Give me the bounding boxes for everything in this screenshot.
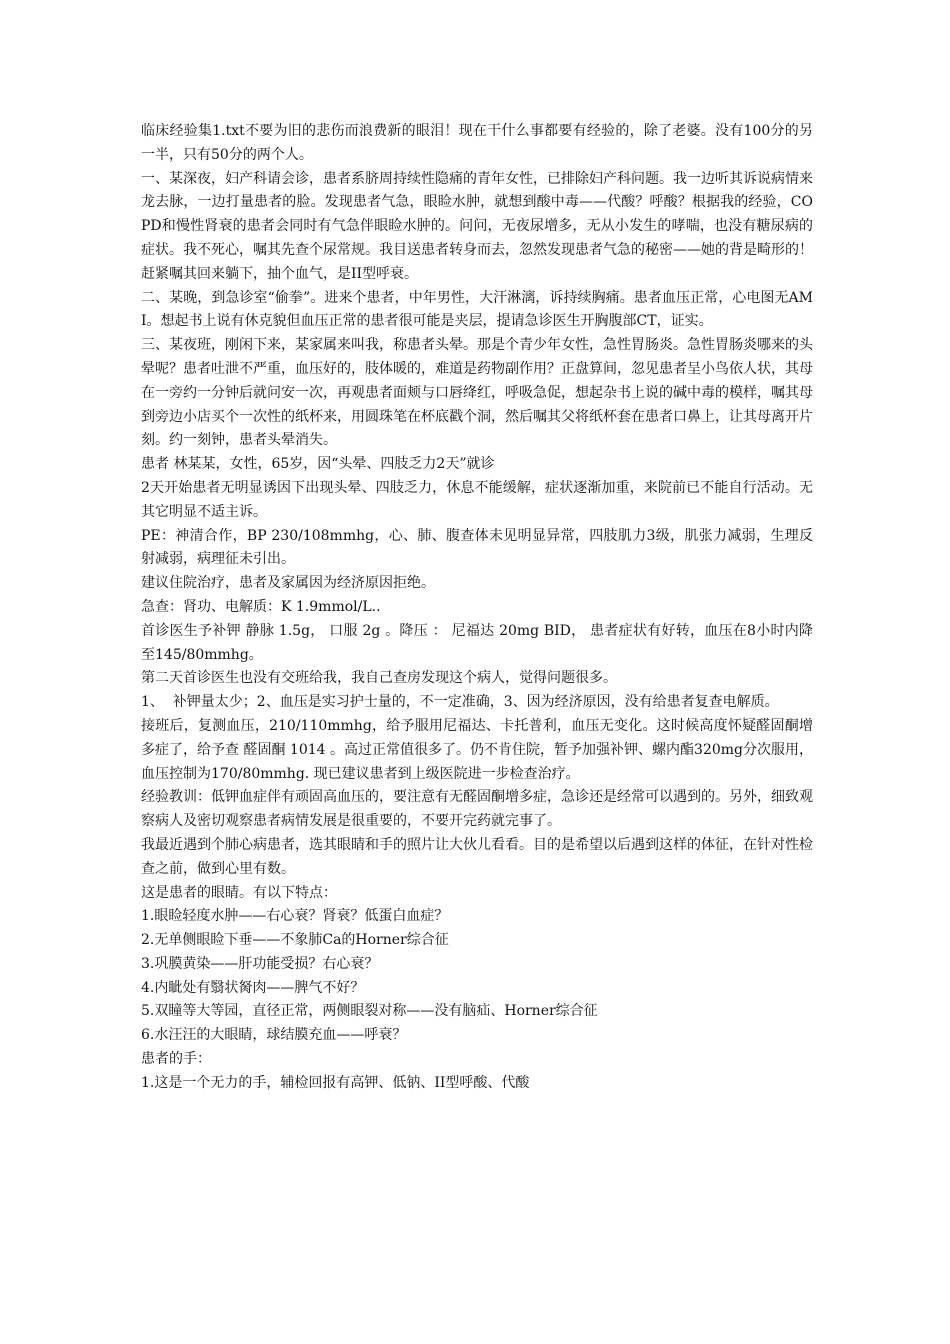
paragraph-recommendation: 建议住院治疗，患者及家属因为经济原因拒绝。: [141, 575, 435, 592]
list-item-eye-4: 4.内眦处有翳状胬肉——脾气不好？: [141, 979, 365, 996]
list-item-eye-1: 1.眼睑轻度水肿——右心衰？肾衰？低蛋白血症？: [141, 908, 449, 925]
paragraph-case-3: 三、某夜班，刚闲下来，某家属来叫我，称患者头晕。那是个青少年女性，急性胃肠炎。急性胃肠炎哪来的头晕呢？患者吐泄不严重，血压好的，肢体暖的，难道是药物副作用？正盘算间，忽见患者呈小鸟依人状，其母在一旁约一分钟后就问安一次，再观患者面颊与口唇绛红，呼吸急促，想起杂书上说的碱中毒的模样，嘱其母到旁边小店买个一次性的纸杯来，用圆珠笔在杯底戳个洞，然后嘱其父将纸杯套在患者口鼻上，让其母离开片刻。约一刻钟，患者头晕消失。: [141, 337, 813, 449]
list-item-eye-6: 6.水汪汪的大眼睛，球结膜充血——呼衰？: [141, 1027, 407, 1044]
paragraph-physical-exam: PE：神清合作，BP 230/108mmhg，心、肺、腹查体未见明显异常，四肢肌力3级，肌张力减弱，生理反射减弱，病理征未引出。: [141, 527, 813, 568]
paragraph-copd-intro: 我最近遇到个肺心病患者，选其眼睛和手的照片让大伙儿看看。目的是希望以后遇到这样的体征，在针对性检查之前，做到心里有数。: [141, 836, 813, 877]
list-item-eye-3: 3.巩膜黄染——肝功能受损？右心衰？: [141, 955, 379, 972]
paragraph-initial-treatment: 首诊医生予补钾 静脉 1.5g， 口服 2g 。降压 ： 尼福达 20mg BID， 患者症状有好转，血压在8小时内降至145/80mmhg。: [141, 622, 813, 663]
paragraph-problems: 1、 补钾量太少；2、血压是实习护士量的，不一定准确，3、因为经济原因，没有给患者复查电解质。: [141, 694, 779, 711]
paragraph-patient-info: 患者 林某某，女性，65岁，因“头晕、四肢乏力2天”就诊: [141, 456, 495, 473]
paragraph-intro: 临床经验集1.txt不要为旧的悲伤而浪费新的眼泪！现在干什么事都要有经验的，除了老婆。没有100分的另一半，只有50分的两个人。: [141, 123, 813, 163]
list-item-eye-2: 2.无单侧眼睑下垂——不象肺Ca的Horner综合征: [141, 932, 449, 949]
paragraph-case-1: 一、某深夜，妇产科请会诊，患者系脐周持续性隐痛的青年女性，已排除妇产科问题。我一边听其诉说病情来龙去脉，一边打量患者的脸。发现患者气急，眼睑水肿，就想到酸中毒——代酸？呼酸？根据我的经验，COPD和慢性肾衰的患者会同时有气急伴眼睑水肿的。问问，无夜尿增多，无从小发生的哮喘，也没有糖尿病的症状。我不死心，嘱其先查个尿常规。我目送患者转身而去，忽然发现患者气急的秘密——她的背是畸形的！赶紧嘱其回来躺下，抽个血气，是II型呼衰。: [141, 170, 813, 282]
paragraph-case-2: 二、某晚，到急诊室“偷拳”。进来个患者，中年男性，大汗淋漓，诉持续胸痛。患者血压正常，心电图无AMI。想起书上说有休克貌但血压正常的患者很可能是夹层，提请急诊医生开胸腹部CT，证实。: [141, 289, 813, 330]
paragraph-follow-up: 接班后，复测血压，210/110mmhg，给予服用尼福达、卡托普利，血压无变化。这时候高度怀疑醛固酮增多症了，给予查 醛固酮 1014 。高过正常值很多了。仍不肯住院，暂予加强补钾、螺内酯320mg分次服用，血压控制为170/80mmhg. 现已建议患者到上级医院进一步检查治疗。: [141, 717, 813, 782]
paragraph-history: 2天开始患者无明显诱因下出现头晕、四肢乏力，休息不能缓解，症状逐渐加重，来院前已不能自行活动。无其它明显不适主诉。: [141, 479, 813, 520]
paragraph-eyes-heading: 这是患者的眼睛。有以下特点：: [141, 884, 337, 901]
paragraph-lab-result: 急查：肾功、电解质：K 1.9mmol/L..: [141, 598, 381, 615]
paragraph-lessons: 经验教训：低钾血症伴有顽固高血压的，要注意有无醛固酮增多症，急诊还是经常可以遇到的。另外，细致观察病人及密切观察患者病情发展是很重要的，不要开完药就完事了。: [141, 789, 813, 830]
document-body: [141, 120, 813, 1096]
list-item-hand-1: 1.这是一个无力的手，辅检回报有高钾、低钠、II型呼酸、代酸: [141, 1074, 530, 1091]
list-item-eye-5: 5.双瞳等大等园，直径正常，两侧眼裂对称——没有脑疝、Horner综合征: [141, 1003, 598, 1020]
paragraph-second-day: 第二天首诊医生也没有交班给我，我自己查房发现这个病人，觉得问题很多。: [141, 670, 617, 687]
paragraph-hands-heading: 患者的手：: [141, 1051, 211, 1068]
